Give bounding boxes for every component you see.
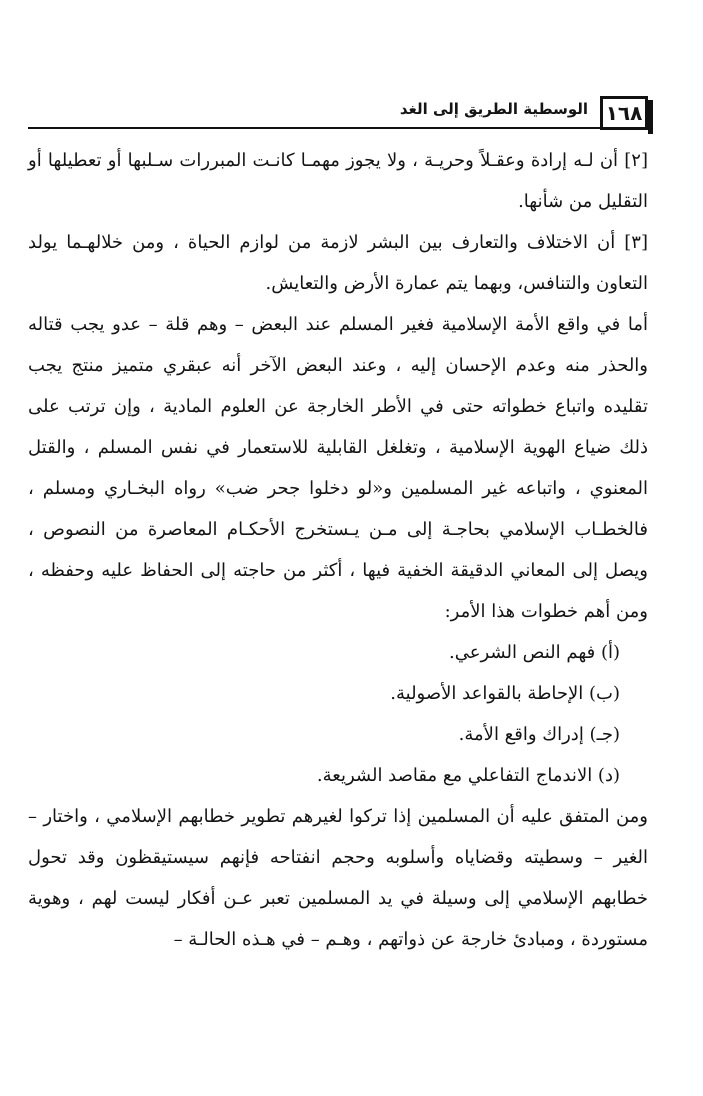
list-item-d: (د) الاندماج التفاعلي مع مقاصد الشريعة. <box>316 765 620 786</box>
page-number: ١٦٨ <box>600 96 648 130</box>
paragraph-closing: ومن المتفق عليه أن المسلمين إذا تركوا لغيرهم تطوير خطابهم الإسلامي ، واختار – الغير – وسطيته وقضاياه وأسلوبه وحجم انفتاحه فإنهم سيستيقظون وقد تحول خطابهم الإسلامي إلى وسيلة في يد المسلمين تعبر عـن أفكار ليست لهم ، وهوية مستوردة ، ومبادئ خارجة عن ذواتهم ، وهـم – في هـذه الحالـة – <box>28 806 648 950</box>
list-item-b: (ب) الإحاطة بالقواعد الأصولية. <box>390 683 620 704</box>
paragraph-point-3: [٣] أن الاختلاف والتعارف بين البشر لازمة من لوازم الحياة ، ومن خلالهـما يولد التعاون والتنافس، وبهما يتم عمارة الأرض والتعايش. <box>28 232 648 294</box>
running-title: الوسطية الطريق إلى الغد <box>399 100 588 118</box>
paragraph-main: أما في واقع الأمة الإسلامية فغير المسلم عند البعض – وهم قلة – عدو يجب قتاله والحذر منه وعدم الإحسان إليه ، وعند البعض الآخر أنه عبقري متميز منتج يجب تقليده واتباع خطواته حتى في الأطر الخارجة عن العلوم المادية ، وإن ترتب على ذلك ضياع الهوية الإسلامية ، وتغلغل القابلية للاستعمار في نفس المسلم ، والقتل المعنوي ، واتباعه غير المسلمين و«لو دخلوا جحر ضب» رواه البخـاري ومسلم ، فالخطـاب الإسلامي بحاجـة إلى مـن يـستخرج الأحكـام المعاصرة من النصوص ، ويصل إلى المعاني الدقيقة الخفية فيها ، أكثر من حاجته إلى الحفاظ عليه وحفظه ، ومن أهم خطوات هذا الأمر: <box>28 314 648 622</box>
paragraph-point-2: [٢] أن لـه إرادة وعقـلاً وحريـة ، ولا يجوز مهمـا كانـت المبررات سـلبها أو تعطيلها أو التقليل من شأنها. <box>28 150 648 212</box>
page-header <box>28 96 648 136</box>
list-item-a: (أ) فهم النص الشرعي. <box>449 642 620 663</box>
header-rule <box>28 127 648 129</box>
page-number-shadow <box>648 100 653 134</box>
list-item-c: (جـ) إدراك واقع الأمة. <box>458 724 620 745</box>
body-text <box>28 140 648 960</box>
